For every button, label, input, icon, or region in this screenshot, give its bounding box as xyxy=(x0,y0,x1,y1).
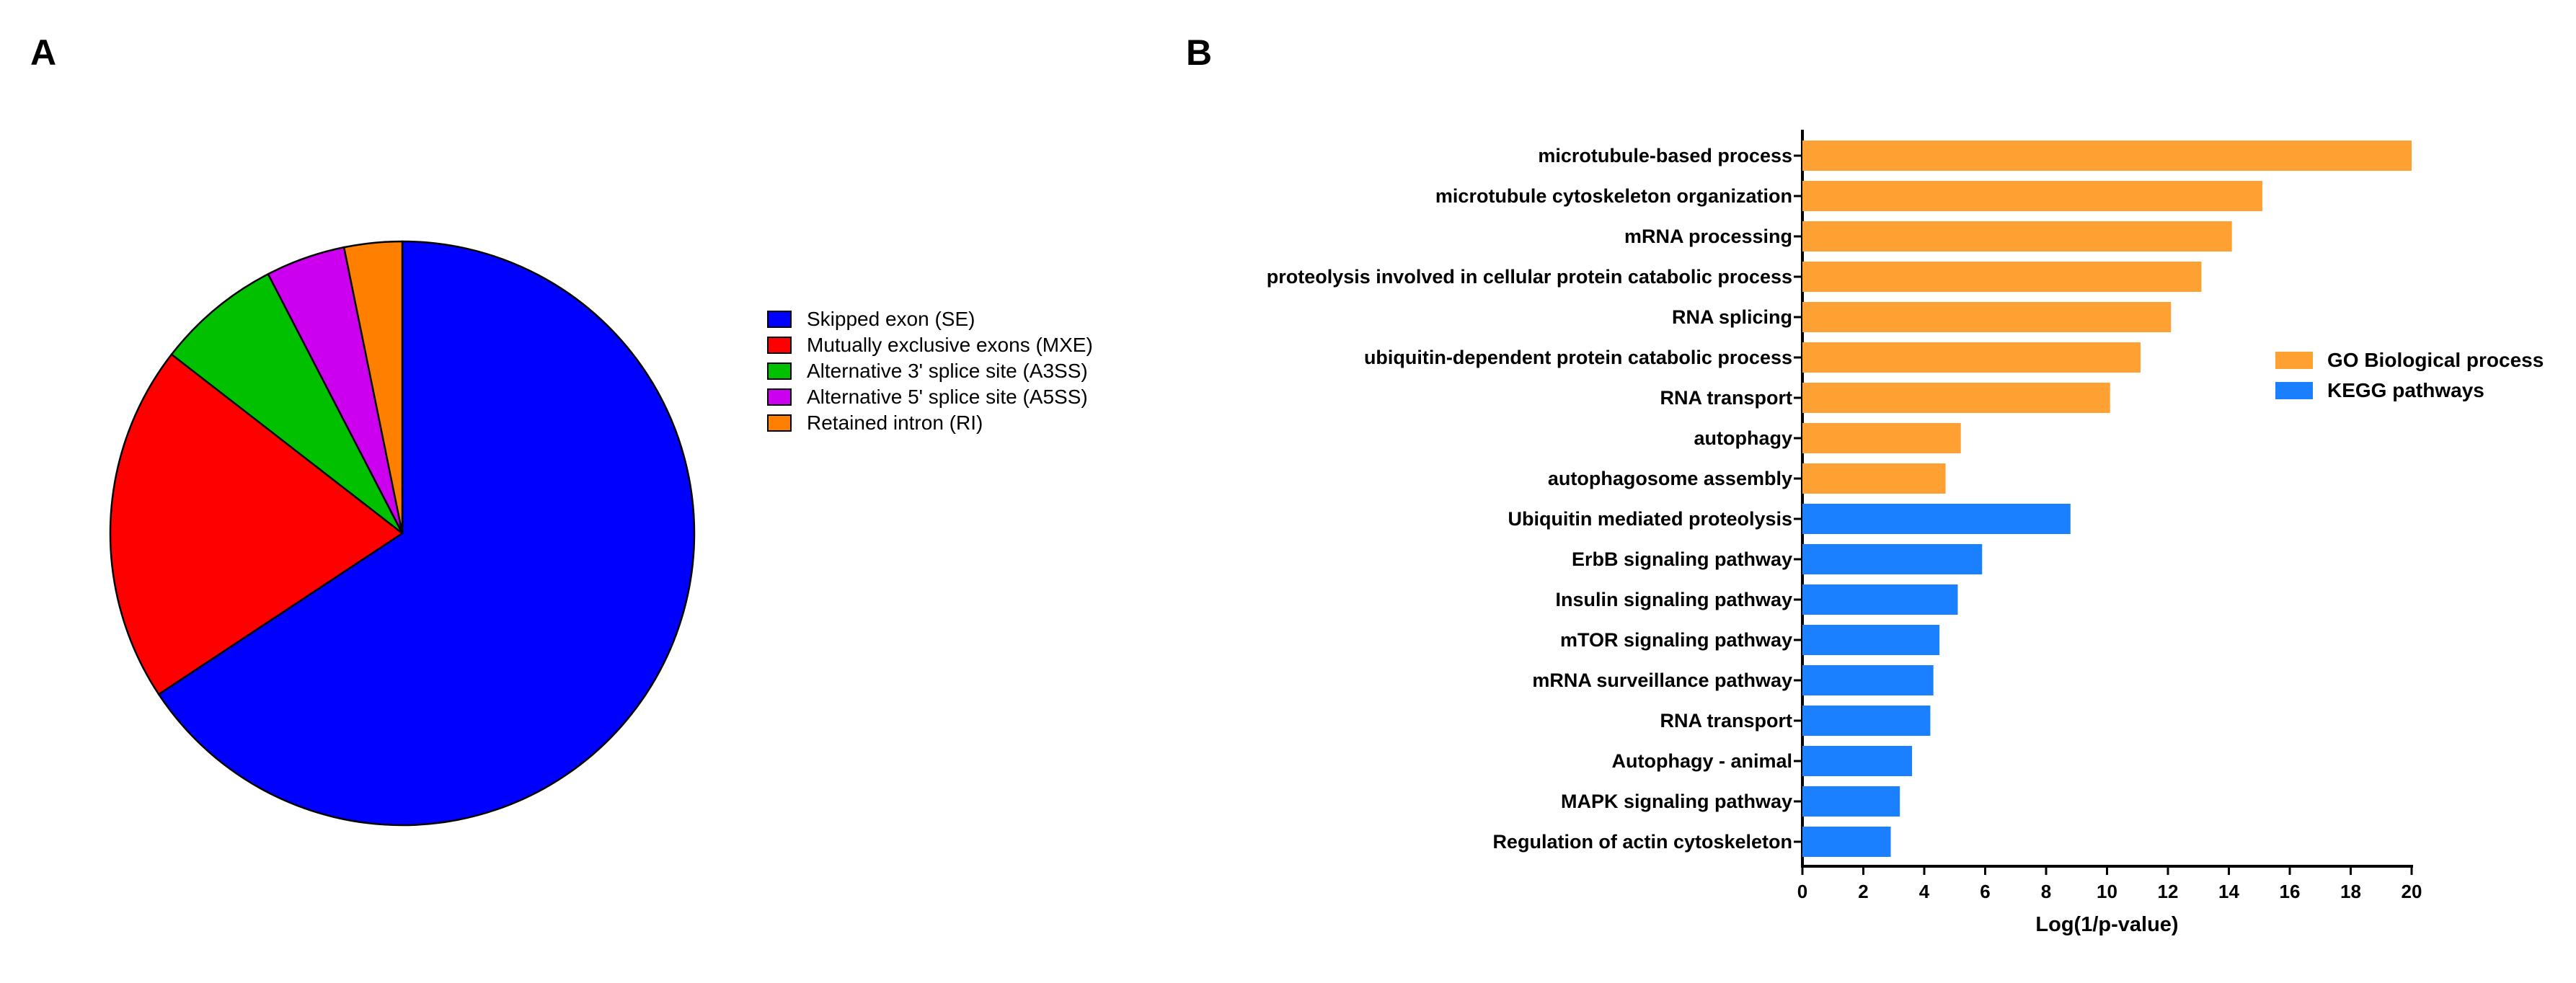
x-tick-label-6: 12 xyxy=(2157,881,2179,902)
pie-legend-swatch-1 xyxy=(768,337,791,353)
x-tick-label-8: 16 xyxy=(2279,881,2301,902)
bar-label-8: autophagosome assembly xyxy=(1547,468,1792,489)
pie-legend-label-2: Alternative 3' splice site (A3SS) xyxy=(807,360,1088,382)
x-tick-label-4: 8 xyxy=(2040,881,2052,902)
bar-3 xyxy=(1802,262,2201,292)
bar-2 xyxy=(1802,221,2232,252)
pie-legend-label-1: Mutually exclusive exons (MXE) xyxy=(807,334,1093,356)
x-tick-label-10: 20 xyxy=(2401,881,2422,902)
bar-label-13: mRNA surveillance pathway xyxy=(1532,670,1792,691)
bar-label-7: autophagy xyxy=(1694,427,1792,449)
pie-legend-swatch-2 xyxy=(768,363,791,379)
bar-legend-swatch-0 xyxy=(2275,352,2313,369)
bar-15 xyxy=(1802,746,1912,776)
bar-label-4: RNA splicing xyxy=(1671,306,1792,328)
bar-4 xyxy=(1802,302,2171,332)
panel-label-a: A xyxy=(30,32,57,73)
bar-17 xyxy=(1802,827,1891,857)
x-tick-label-1: 2 xyxy=(1858,881,1869,902)
bar-label-2: mRNA processing xyxy=(1624,226,1792,247)
bar-10 xyxy=(1802,544,1982,574)
bar-label-16: MAPK signaling pathway xyxy=(1560,791,1792,812)
bar-1 xyxy=(1802,181,2262,211)
pie-legend-swatch-4 xyxy=(768,415,791,431)
bar-9 xyxy=(1802,504,2071,534)
x-tick-label-0: 0 xyxy=(1797,881,1808,902)
x-tick-label-2: 4 xyxy=(1918,881,1930,902)
bar-0 xyxy=(1802,141,2412,171)
bar-6 xyxy=(1802,383,2110,413)
bar-label-11: Insulin signaling pathway xyxy=(1555,589,1792,610)
bar-8 xyxy=(1802,463,1946,494)
panel-label-b: B xyxy=(1186,32,1213,73)
bar-legend-label-1: KEGG pathways xyxy=(2327,379,2484,401)
pie-legend xyxy=(768,308,1093,434)
bar-16 xyxy=(1802,786,1900,817)
bar-label-17: Regulation of actin cytoskeleton xyxy=(1492,831,1792,853)
pie-chart xyxy=(110,241,694,825)
pie-legend-swatch-3 xyxy=(768,389,791,405)
bar-12 xyxy=(1802,625,1939,655)
bar-label-6: RNA transport xyxy=(1660,387,1792,409)
bar-label-15: Autophagy - animal xyxy=(1611,750,1792,772)
bar-label-10: ErbB signaling pathway xyxy=(1571,548,1792,570)
bar-label-1: microtubule cytoskeleton organization xyxy=(1435,185,1792,207)
x-tick-label-9: 18 xyxy=(2340,881,2361,902)
pie-legend-label-4: Retained intron (RI) xyxy=(807,412,983,434)
pie-legend-swatch-0 xyxy=(768,311,791,327)
bar-7 xyxy=(1802,423,1961,453)
x-tick-label-3: 6 xyxy=(1980,881,1991,902)
x-tick-label-5: 10 xyxy=(2097,881,2117,902)
bar-label-5: ubiquitin-dependent protein catabolic process xyxy=(1363,347,1792,368)
bar-label-9: Ubiquitin mediated proteolysis xyxy=(1508,508,1792,530)
bar-legend-swatch-1 xyxy=(2275,382,2313,399)
pie-legend-label-3: Alternative 5' splice site (A5SS) xyxy=(807,386,1088,408)
bar-14 xyxy=(1802,706,1930,736)
bar-11 xyxy=(1802,584,1957,615)
bar-13 xyxy=(1802,665,1934,695)
bar-label-12: mTOR signaling pathway xyxy=(1559,629,1792,651)
bar-label-14: RNA transport xyxy=(1660,710,1792,731)
bar-legend-label-0: GO Biological process xyxy=(2327,349,2544,371)
pie-legend-label-0: Skipped exon (SE) xyxy=(807,308,975,330)
x-axis-title: Log(1/p-value) xyxy=(2035,913,2179,936)
bar-5 xyxy=(1802,342,2141,373)
bar-chart xyxy=(1267,130,2422,936)
x-tick-label-7: 14 xyxy=(2218,881,2239,902)
bar-label-3: proteolysis involved in cellular protein catabolic process xyxy=(1266,266,1792,288)
bar-legend xyxy=(2275,349,2544,401)
bar-label-0: microtubule-based process xyxy=(1538,145,1792,166)
